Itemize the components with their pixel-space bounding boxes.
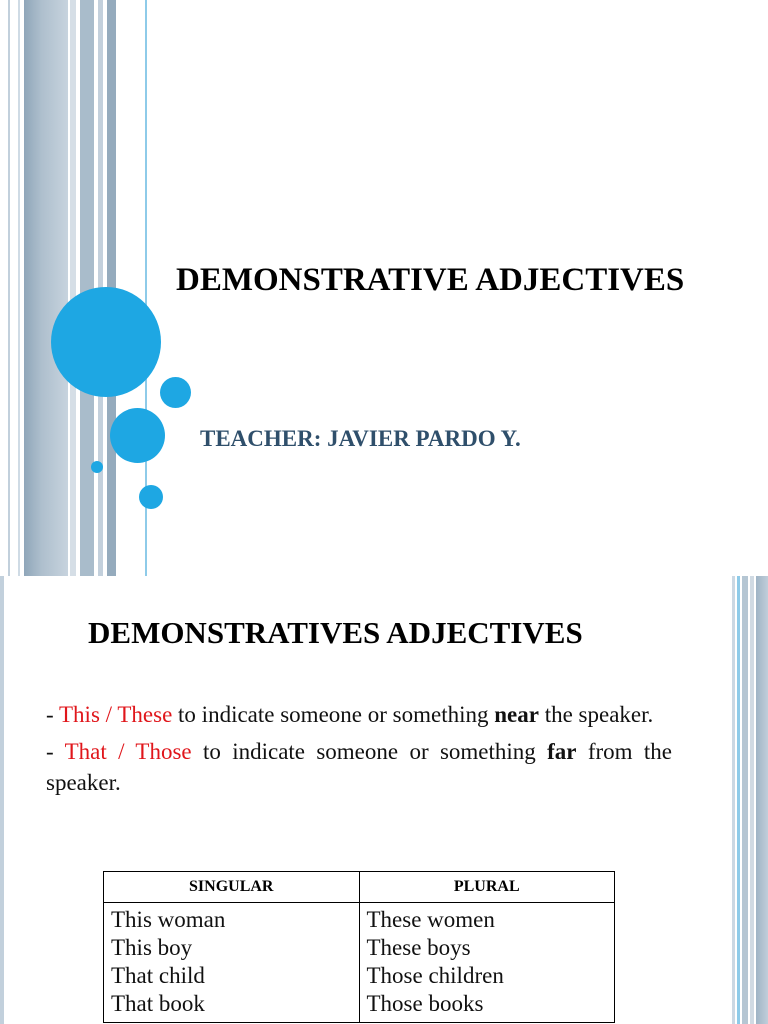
singular-item: This boy: [111, 935, 193, 960]
rule-far-text: to indicate someone or something: [191, 739, 548, 764]
rule-near-highlight: This / These: [59, 702, 173, 727]
rule-far-highlight: That / Those: [64, 739, 192, 764]
plural-item: Those books: [366, 991, 484, 1016]
table-header-row: [104, 872, 615, 903]
singular-item: That book: [111, 991, 205, 1016]
rules-list: [46, 699, 672, 804]
large-circle: [51, 287, 161, 397]
rule-near-text: to indicate someone or something: [172, 702, 495, 727]
small-circle: [160, 377, 191, 408]
demonstratives-table: [103, 871, 615, 1023]
header-plural: PLURAL: [359, 872, 615, 903]
bullet-dash: -: [46, 739, 65, 764]
rule-near: [46, 699, 672, 730]
plural-item: Those children: [366, 963, 504, 988]
singular-item: This woman: [111, 907, 226, 932]
rule-near-text-after: the speaker.: [538, 702, 654, 727]
singular-cell: [104, 903, 360, 1023]
tiny-circle: [91, 461, 103, 473]
teacher-subtitle: TEACHER: JAVIER PARDO Y.: [200, 426, 521, 451]
header-singular: SINGULAR: [104, 872, 360, 903]
rule-far-keyword: far: [547, 739, 577, 764]
medium-circle: [110, 408, 165, 463]
rule-near-keyword: near: [494, 702, 539, 727]
small-circle-bottom: [139, 485, 163, 509]
content-slide: [0, 576, 768, 1024]
bullet-dash: -: [46, 702, 59, 727]
singular-item: That child: [111, 963, 205, 988]
content-title: DEMONSTRATIVES ADJECTIVES: [88, 615, 583, 650]
rule-far: [46, 736, 672, 798]
plural-cell: [359, 903, 615, 1023]
table-row: [104, 903, 615, 1023]
slide-title: DEMONSTRATIVE ADJECTIVES: [176, 262, 685, 298]
plural-item: These women: [366, 907, 495, 932]
rule-far-text-after: from the speaker.: [46, 739, 672, 795]
plural-item: These boys: [366, 935, 471, 960]
